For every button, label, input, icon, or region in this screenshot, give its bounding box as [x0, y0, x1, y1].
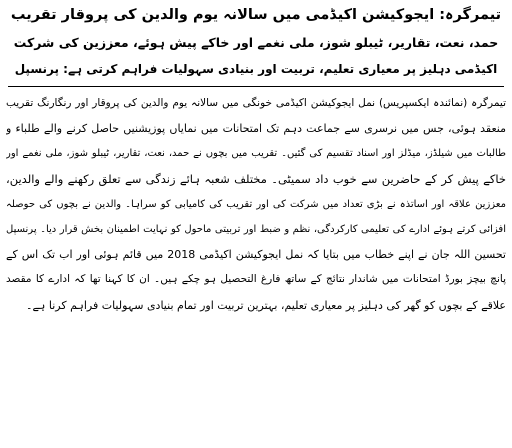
body-line: افزائی کرتے ہوئے ادارے کی تعلیمی کارکردگی، نظم و ضبط اور تربیتی ماحول کو نہایت اطمینان بخش قرار دیا۔ پرنسپل [6, 224, 506, 236]
body-line: تحسین اللہ جان نے اپنے خطاب میں بتایا کہ نمل ایجوکیشن اکیڈمی 2018 میں قائم ہوئی اور اب تک اس کے [6, 248, 506, 262]
body-line: تیمرگرہ (نمائندہ ایکسپریس) نمل ایجوکیشن اکیڈمی خونگی میں سالانہ یوم والدین کی پروقار اور رنگارنگ تقریب [6, 97, 506, 109]
body-line: منعقد ہوئی، جس میں نرسری سے جماعت دہم تک امتحانات میں نمایاں پوزیشنیں حاصل کرنے والے طلباء و [6, 122, 506, 136]
headline-sub-1: حمد، نعت، تقاریر، ٹیبلو شوز، ملی نغمے اور خاکے پیش ہوئے، معززین کی شرکت [13, 35, 499, 50]
body-line: خاکے پیش کر کے حاضرین سے خوب داد سمیٹی۔ مختلف شعبہ ہائے زندگی سے تعلق رکھنے والے والدین، [6, 171, 506, 186]
news-clipping [6, 2, 506, 446]
headline-block [6, 2, 506, 83]
body-line: طالبات میں شیلڈز، میڈلز اور اسناد تقسیم کی گئیں۔ تقریب میں بچوں نے حمد، نعت، تقاریر، ٹیبلو شوز، ملی نغمے اور [6, 148, 506, 160]
body-line: علاقے کے بچوں کو گھر کی دہلیز پر معیاری تعلیم، بہترین تربیت اور تمام بنیادی سہولیات فراہم کرنا ہے۔ [26, 298, 506, 312]
headline-divider [8, 86, 504, 87]
headline-main: تیمرگرہ: ایجوکیشن اکیڈمی میں سالانہ یوم والدین کی پروقار تقریب [10, 7, 502, 23]
body-line: معززین علاقہ اور اساتذہ نے بڑی تعداد میں شرکت کی اور تقریب کی کامیابی کو سراہا۔ والدین نے بچوں کی حوصلہ [6, 198, 506, 210]
headline-sub-2: اکیڈمی دہلیز پر معیاری تعلیم، تربیت اور بنیادی سہولیات فراہم کرتی ہے: پرنسپل [14, 62, 498, 76]
article-body [6, 91, 506, 318]
body-line: پانچ بیچز بورڈ امتحانات میں شاندار نتائج کے ساتھ فارغ التحصیل ہو چکے ہیں۔ ان کا کہنا تھا کہ ادارے کا مقصد [6, 273, 506, 286]
